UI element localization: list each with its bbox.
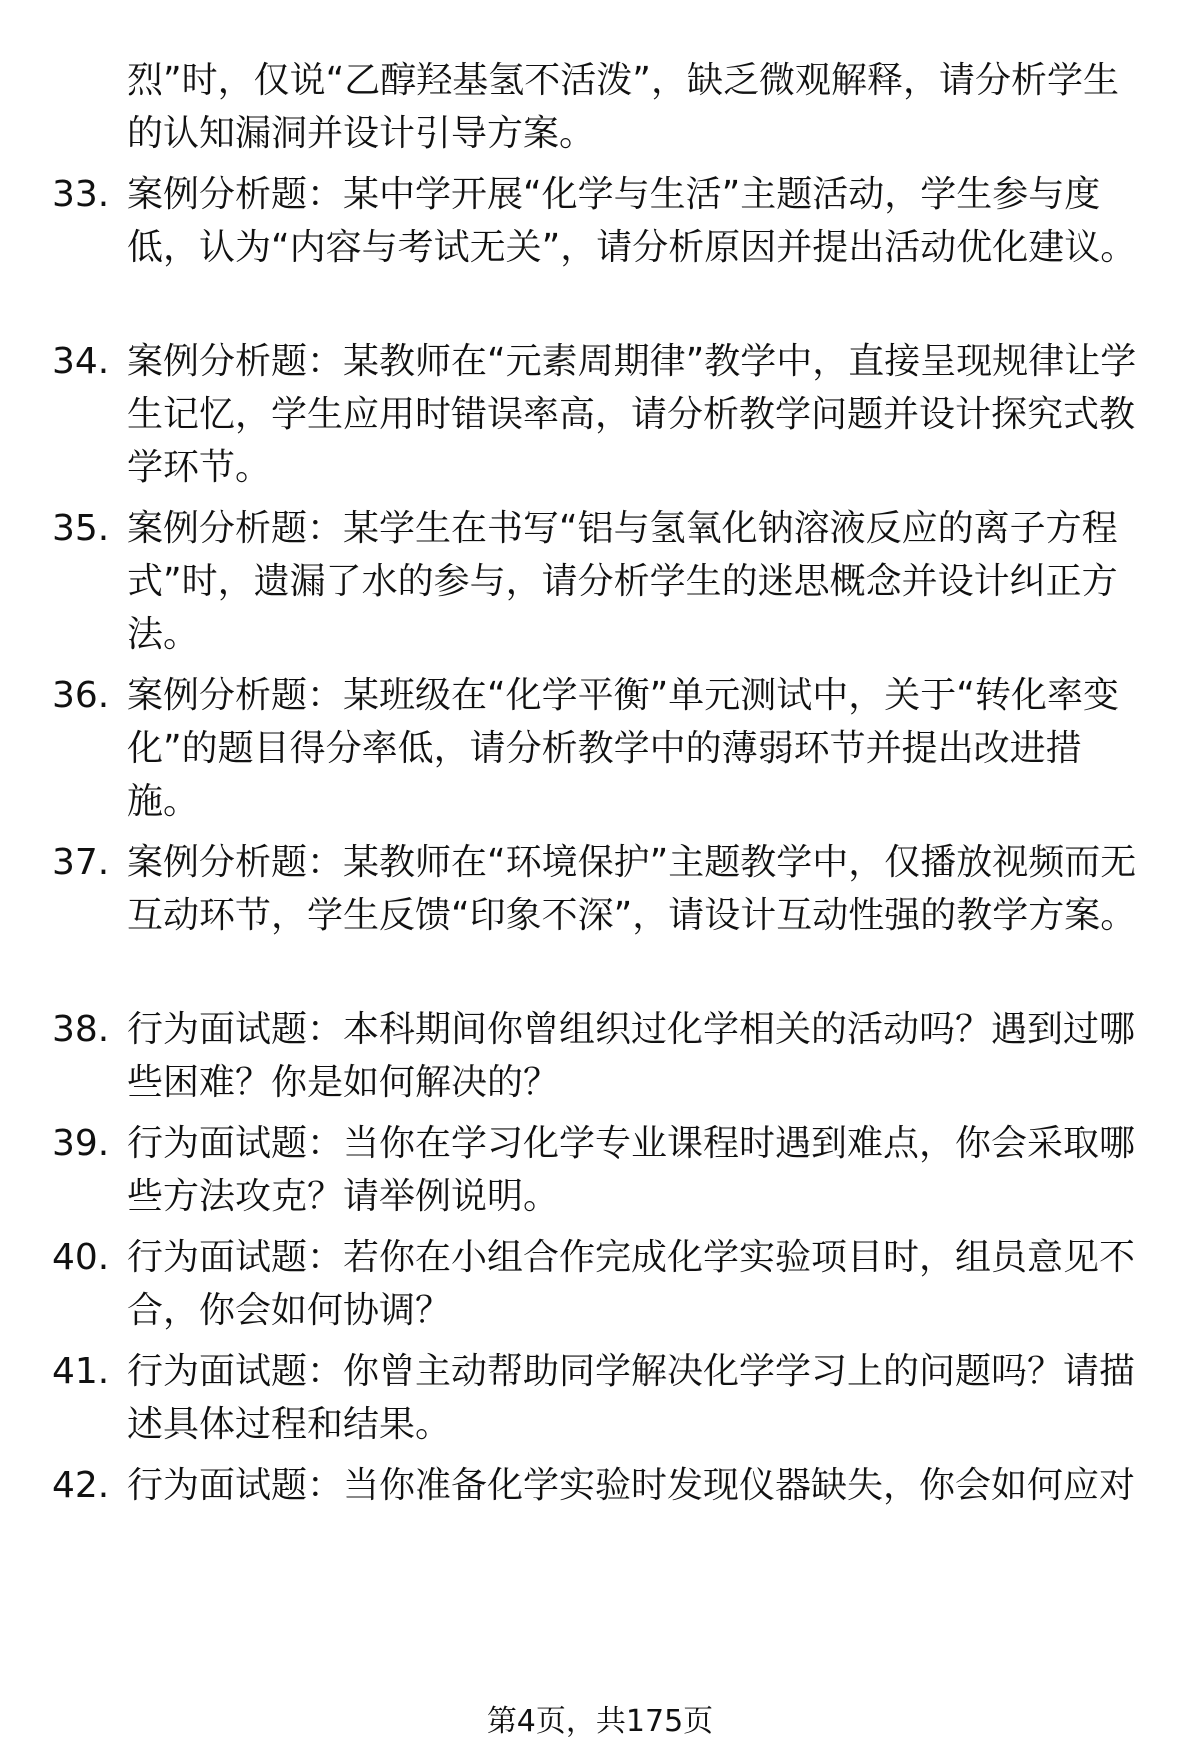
item-text: 案例分析题：某教师在“元素周期律”教学中，直接呈现规律让学生记忆，学生应用时错误率高，请分析教学问题并设计探究式教学环节。 bbox=[127, 341, 1137, 488]
item-number: 41. bbox=[52, 1351, 110, 1392]
item-text: 案例分析题：某班级在“化学平衡”单元测试中，关于“转化率变化”的题目得分率低，请分析教学中的薄弱环节并提出改进措施。 bbox=[127, 675, 1119, 822]
paragraph-text: 烈”时，仅说“乙醇羟基氢不活泼”，缺乏微观解释，请分析学生的认知漏洞并设计引导方案。 bbox=[127, 60, 1119, 154]
item-text: 行为面试题：当你在学习化学专业课程时遇到难点，你会采取哪些方法攻克？请举例说明。 bbox=[127, 1123, 1136, 1217]
item-text: 案例分析题：某学生在书写“铝与氢氧化钠溶液反应的离子方程式”时，遗漏了水的参与，请分析学生的迷思概念并设计纠正方法。 bbox=[127, 508, 1118, 655]
item-text: 行为面试题：本科期间你曾组织过化学相关的活动吗？遇到过哪些困难？你是如何解决的？ bbox=[127, 1009, 1136, 1103]
item-number: 36. bbox=[52, 675, 110, 716]
item-number: 38. bbox=[52, 1009, 110, 1050]
item-number: 37. bbox=[52, 842, 110, 883]
item-text: 行为面试题：你曾主动帮助同学解决化学学习上的问题吗？请描述具体过程和结果。 bbox=[127, 1351, 1136, 1445]
item-text: 案例分析题：某教师在“环境保护”主题教学中，仅播放视频而无互动环节，学生反馈“印象不深”，请设计互动性强的教学方案。 bbox=[127, 842, 1137, 936]
item-number: 40. bbox=[52, 1237, 110, 1278]
item-text: 行为面试题：若你在小组合作完成化学实验项目时，组员意见不合，你会如何协调？ bbox=[127, 1237, 1136, 1331]
item-number: 35. bbox=[52, 508, 110, 549]
page-number-footer: 第4页，共175页 bbox=[486, 1704, 714, 1739]
item-text: 案例分析题：某中学开展“化学与生活”主题活动，学生参与度低，认为“内容与考试无关”，请分析原因并提出活动优化建议。 bbox=[127, 174, 1137, 268]
item-number: 34. bbox=[52, 341, 110, 382]
item-number: 39. bbox=[52, 1123, 110, 1164]
item-text: 行为面试题：当你准备化学实验时发现仪器缺失，你会如何应对 bbox=[127, 1465, 1136, 1506]
item-number: 33. bbox=[52, 174, 110, 215]
item-number: 42. bbox=[52, 1465, 110, 1506]
